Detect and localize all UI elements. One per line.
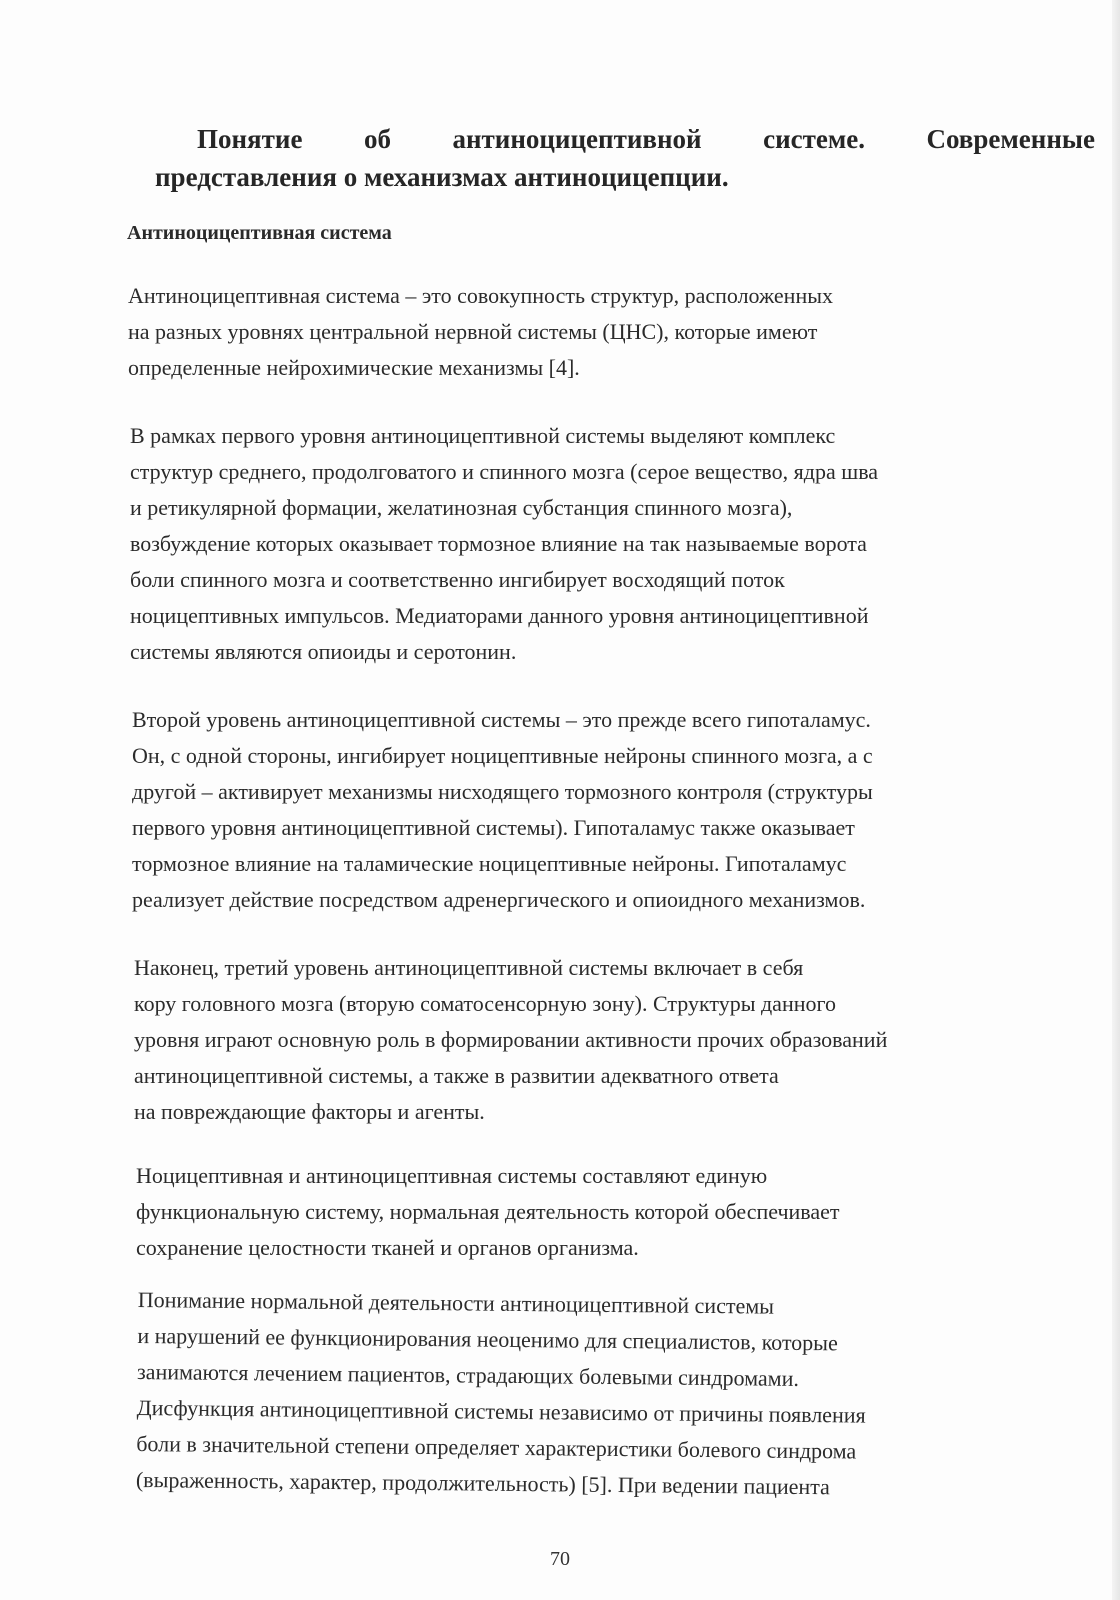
text-line: Понимание нормальной деятельности антиноцицептивной системы [137,1286,775,1319]
paragraph-functional-system [136,1158,840,1266]
text-line: на повреждающие факторы и агенты. [134,1099,485,1124]
text-line: Наконец, третий уровень антиноцицептивной системы включает в себя [134,955,804,980]
section-title-line-1 [155,120,1095,158]
text-line: (выраженность, характер, продолжительность) [5]. При ведении пациента [135,1466,831,1500]
text-line: функциональную систему, нормальная деятельность которой обеспечивает [136,1199,840,1224]
title-word: антиноцицептивной [452,124,702,154]
text-line: структур среднего, продолговатого и спинного мозга (серое вещество, ядра шва [130,459,879,484]
paragraph-first-level [130,418,878,670]
text-line: на разных уровнях центральной нервной системы (ЦНС), которые имеют [128,319,818,344]
page-edge-shadow [1112,0,1120,1600]
paragraph-dysfunction [136,1282,867,1506]
section-title-line-2: представления о механизмах антиноцицепции. [155,162,729,192]
paragraph-third-level [134,950,887,1130]
title-word: Современные [926,124,1095,154]
text-line: уровня играют основную роль в формировании активности прочих образований [134,1027,888,1052]
text-line: Дисфункция антиноцицептивной системы независимо от причины появления [136,1394,866,1428]
paragraph-definition [128,278,833,386]
text-line: первого уровня антиноцицептивной системы). Гипоталамус также оказывает [132,815,855,840]
title-word: системе. [763,124,865,154]
text-line: другой – активирует механизмы нисходящего тормозного контроля (структуры [132,779,873,804]
text-line: боли спинного мозга и соответственно ингибирует восходящий поток [130,567,785,592]
text-line: занимаются лечением пациентов, страдающих болевыми синдромами. [136,1358,800,1391]
text-line: Антиноцицептивная система – это совокупность структур, расположенных [128,283,834,308]
text-line: Ноцицептивная и антиноцицептивная системы составляют единую [136,1163,768,1188]
section-title [155,120,1095,196]
text-line: боли в значительной степени определяет характеристики болевого синдрома [136,1430,857,1464]
text-line: антиноцицептивной системы, а также в развитии адекватного ответа [134,1063,779,1088]
text-line: кору головного мозга (вторую соматосенсорную зону). Структуры данного [134,991,836,1016]
text-line: возбуждение которых оказывает тормозное влияние на так называемые ворота [130,531,867,556]
title-word: об [363,124,391,154]
text-line: определенные нейрохимические механизмы [4]. [128,355,580,380]
text-line: и нарушений ее функционирования неоценимо для специалистов, которые [137,1322,838,1356]
text-line: реализует действие посредством адренергического и опиоидного механизмов. [132,887,866,912]
title-word: Понятие [197,124,303,154]
text-line: и ретикулярной формации, желатинозная субстанция спинного мозга), [130,495,793,520]
paragraph-second-level [132,702,873,918]
text-line: Второй уровень антиноцицептивной системы – это прежде всего гипоталамус. [132,707,871,732]
text-line: системы являются опиоиды и серотонин. [130,639,517,664]
page-number: 70 [550,1548,570,1570]
text-line: сохранение целостности тканей и органов организма. [136,1235,639,1260]
text-line: ноцицептивных импульсов. Медиаторами данного уровня антиноцицептивной [130,603,869,628]
subsection-heading: Антиноцицептивная система [127,222,392,244]
text-line: В рамках первого уровня антиноцицептивной системы выделяют комплекс [130,423,836,448]
text-line: тормозное влияние на таламические ноцицептивные нейроны. Гипоталамус [132,851,847,876]
text-line: Он, с одной стороны, ингибирует ноцицептивные нейроны спинного мозга, а с [132,743,873,768]
